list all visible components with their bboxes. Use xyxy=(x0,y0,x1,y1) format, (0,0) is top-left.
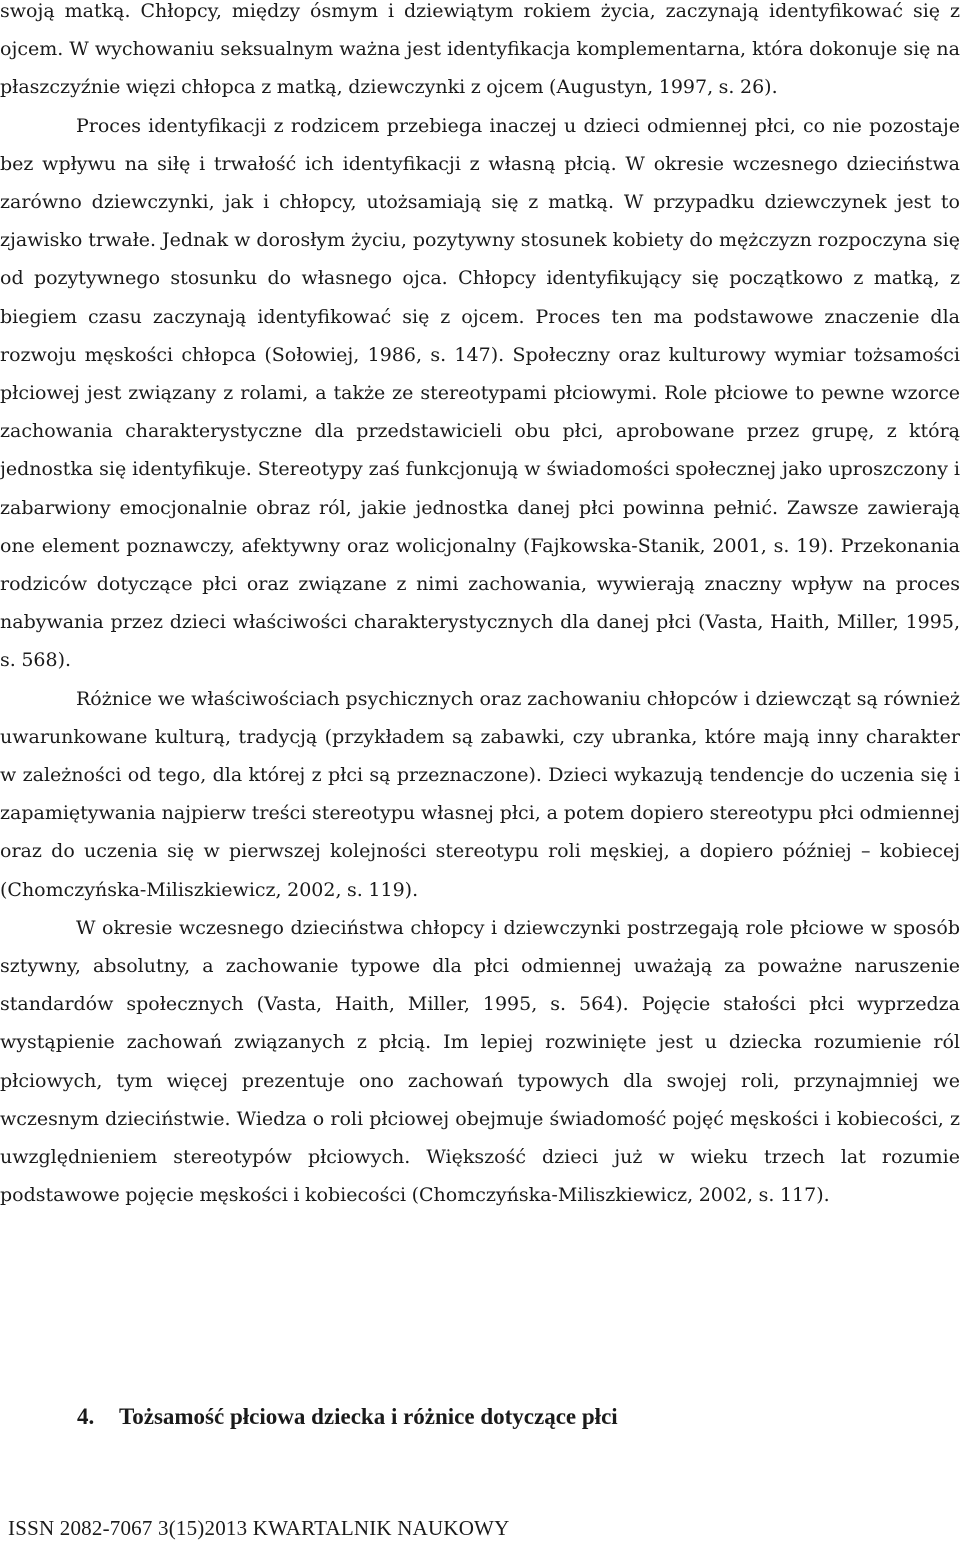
section-heading xyxy=(77,1404,618,1430)
paragraph-1: swoją matką. Chłopcy, między ósmym i dziewiątym rokiem życia, zaczynają identyfikować się z ojcem. W wychowaniu seksualnym ważna jest identyfikacja komplementarna, która dokonuje się na płaszczyźnie więzi chłopca z matką, dziewczynki z ojcem (Augustyn, 1997, s. 26). xyxy=(0,0,960,99)
section-number: 4. xyxy=(77,1404,95,1429)
paragraph-3: Różnice we właściwościach psychicznych oraz zachowaniu chłopców i dziewcząt są również uwarunkowane kulturą, tradycją (przykładem są zabawki, czy ubranka, które mają inny charakter w zależności od tego, dla której z płci są przeznaczone). Dzieci wykazują tendencje do uczenia się i zapamiętywania najpierw treści stereotypu własnej płci, a potem dopiero stereotypu płci odmiennej oraz do uczenia się w pierwszej kolejności stereotypu roli męskiej, a dopiero później – kobiecej (Chomczyńska-Miliszkiewicz, 2002, s. 119). xyxy=(0,687,960,901)
page-footer: ISSN 2082-7067 3(15)2013 KWARTALNIK NAUKOWY xyxy=(8,1516,510,1540)
paragraph-4: W okresie wczesnego dzieciństwa chłopcy i dziewczynki postrzegają role płciowe w sposób sztywny, absolutny, a zachowanie typowe dla płci odmiennej uważają za poważne naruszenie standardów społecznych (Vasta, Haith, Miller, 1995, s. 564). Pojęcie stałości płci wyprzedza wystąpienie zachowań związanych z płcią. Im lepiej rozwinięte jest u dziecka rozumienie ról płciowych, tym więcej prezentuje ono zachowań typowych dla swojej roli, przynajmniej we wczesnym dzieciństwie. Wiedza o roli płciowej obejmuje świadomość pojęć męskości i kobiecości, z uwzględnieniem stereotypów płciowych. Większość dzieci już w wieku trzech lat rozumie podstawowe pojęcie męskości i kobiecości (Chomczyńska-Miliszkiewicz, 2002, s. 117). xyxy=(0,916,960,1207)
section-title: Tożsamość płciowa dziecka i różnice dotyczące płci xyxy=(119,1404,618,1429)
paragraph-2: Proces identyfikacji z rodzicem przebiega inaczej u dzieci odmiennej płci, co nie pozostaje bez wpływu na siłę i trwałość ich identyfikacji z własną płcią. W okresie wczesnego dzieciństwa zarówno dziewczynki, jak i chłopcy, utożsamiają się z matką. W przypadku dziewczynek jest to zjawisko trwałe. Jednak w dorosłym życiu, pozytywny stosunek kobiety do mężczyzn rozpoczyna się od pozytywnego stosunku do własnego ojca. Chłopcy identyfikujący się początkowo z matką, z biegiem czasu zaczynają identyfikować się z ojcem. Proces ten ma podstawowe znaczenie dla rozwoju męskości chłopca (Sołowiej, 1986, s. 147). Społeczny oraz kulturowy wymiar tożsamości płciowej jest związany z rolami, a także ze stereotypami płciowymi. Role płciowe to pewne wzorce zachowania charakterystyczne dla przedstawicieli obu płci, aprobowane przez grupę, z którą jednostka się identyfikuje. Stereotypy zaś funkcjonują w świadomości społecznej jako uproszczony i zabarwiony emocjonalnie obraz ról, jakie jednostka danej płci powinna pełnić. Zawsze zawierają one element poznawczy, afektywny oraz wolicjonalny (Fajkowska-Stanik, 2001, s. 19). Przekonania rodziców dotyczące płci oraz związane z nimi zachowania, wywierają znaczny wpływ na proces nabywania przez dzieci właściwości charakterystycznych dla danej płci (Vasta, Haith, Miller, 1995, s. 568). xyxy=(0,114,960,672)
